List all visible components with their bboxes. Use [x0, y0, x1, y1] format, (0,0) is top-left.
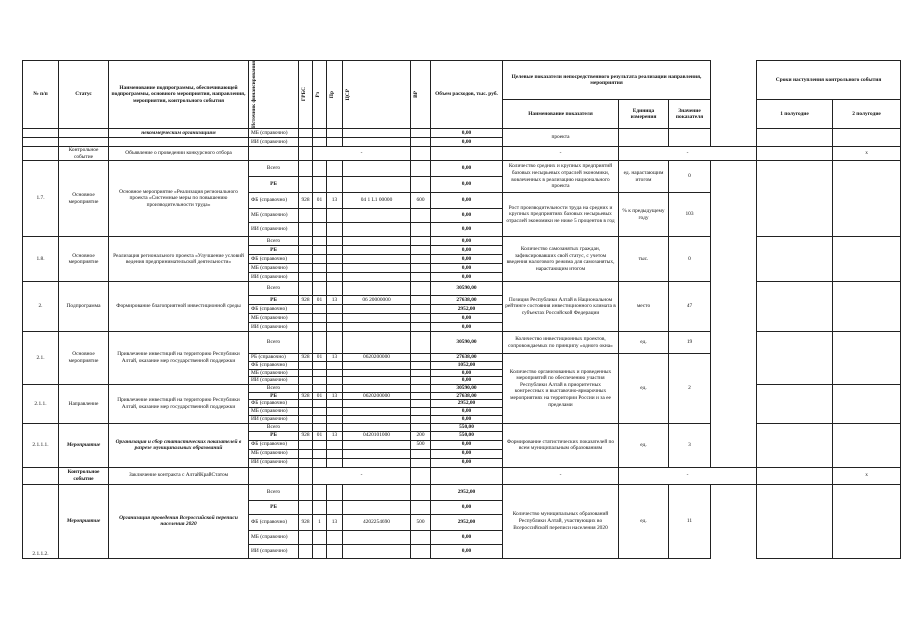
- num-cell: 1.8.: [23, 237, 59, 282]
- table-row: ФБ (справочно) 2952,00: [23, 400, 901, 408]
- indicator-cell: Позиция Республики Алтай в Национальном рейтинге состояния инвестиционного климата в субъектах Российской Федерации: [503, 282, 619, 332]
- num-cell: 2.1.: [23, 332, 59, 385]
- status-cell: Основное мероприятие: [59, 237, 109, 282]
- num-cell: 2.: [23, 282, 59, 332]
- header-vr-text: ВР: [413, 91, 419, 98]
- header-rz: [313, 61, 327, 129]
- header-ind-name: Наименование показателя: [503, 100, 619, 129]
- status-cell: Основное мероприятие: [59, 161, 109, 237]
- header-rz-text: Рз: [315, 91, 321, 98]
- header-ind-value: Значение показателя: [669, 100, 711, 129]
- table-row: 2.1.1.2. Мероприятие Организация проведения Всероссийской переписи населения 2020 Всего 2952,00 Количество муниципальных образований Республики Алтай, участвующих во Всероссийской переписи населения 2020 ед. 11: [23, 484, 901, 500]
- header-num: № п/п: [23, 61, 59, 129]
- dash-cell: -: [503, 146, 619, 160]
- name-cell: Привлечение инвестиций на территорию Республики Алтай, оказание мер государственной поддержки: [109, 332, 249, 385]
- table-row: ИИ (справочно) 0,00: [23, 458, 901, 467]
- table-row: 2.1.1. Направление Привлечение инвестиций на территорию Республики Алтай, оказание мер государственной поддержки Всего 30590,00: [23, 384, 901, 392]
- indicator-cell: Количество самозанятых граждан, зафиксировавших свой статус, с учетом введения налогового режима для самозанятых, нарастающим итогом: [503, 237, 619, 282]
- table-row: ИИ (справочно) 0,00: [23, 544, 901, 558]
- header-ind-unit: Единица измерения: [619, 100, 669, 129]
- table-row: РБ 928 01 13 06 20000000 27638,00: [23, 296, 901, 305]
- table-row: МБ (справочно) 0,00: [23, 314, 901, 323]
- table-row: 1.8. Основное мероприятие Реализация регионального проекта «Улучшение условий ведения предпринимательской деятельности» Всего 0,00 Количество самозанятых граждан, зафиксировавших свой статус, с учетом введения налогового режима для самозанятых, нарастающим итогом тыс. 0: [23, 237, 901, 246]
- name-cell: Основное мероприятие «Реализация регионального проекта «Системные меры по повышению производительности труда»: [109, 161, 249, 237]
- indicator-cell: проекта: [503, 128, 619, 146]
- table-row: ИИ (справочно) 0,00: [23, 323, 901, 332]
- table-row: МБ (справочно) 0,00: [23, 369, 901, 377]
- dash-cell: -: [503, 467, 619, 484]
- half1-cell: x: [833, 467, 901, 484]
- table-row: 2. Подпрограмма Формирование благоприятной инвестиционной среды Всего 30590,00 Позиция Республики Алтай в Национальном рейтинге состояния инвестиционного климата в субъектах Российской Федерации место 47: [23, 282, 901, 296]
- table-row: ФБ (справочно) 2952,00: [23, 305, 901, 314]
- table-row: ИИ (справочно) 0,00: [23, 377, 901, 385]
- status-cell: Контрольное событие: [59, 467, 109, 484]
- header-deadlines: Сроки наступления контрольного события: [757, 61, 901, 100]
- source-cell: МБ (справочно): [249, 128, 299, 137]
- table-row: РБ 928 01 13 0620200000 27638,00: [23, 392, 901, 400]
- half1-cell: x: [833, 146, 901, 160]
- header-csr-text: ЦСР: [345, 88, 351, 101]
- control-event-row: [23, 146, 901, 160]
- dash-cell: -: [313, 146, 411, 160]
- status-cell: Основное мероприятие: [59, 332, 109, 385]
- indicator-cell: Количество инвестиционных проектов, сопровождаемых по принципу «одного окна»: [503, 332, 619, 354]
- header-name: Наименование подпрограммы, обеспечивающей подпрограммы, основного мероприятия, направления, мероприятия, контрольного события: [109, 61, 249, 129]
- header-pr-text: Пр: [329, 90, 335, 99]
- table-row: МБ (справочно) 0,00: [23, 407, 901, 415]
- header-row-1: [23, 61, 901, 100]
- program-table: [22, 60, 901, 559]
- status-cell: Мероприятие: [59, 423, 109, 467]
- header-source-text: Источник финансирования: [251, 61, 257, 128]
- header-source: [249, 61, 299, 129]
- table-row: ФБ (справочно) 1052,00: [23, 362, 901, 370]
- table-row: РБ 0,00: [23, 177, 901, 193]
- table-row: ИИ (справочно) 0,00: [23, 223, 901, 237]
- num-cell: 1.7.: [23, 161, 59, 237]
- indicator-cell: Количество муниципальных образований Республики Алтай, участвующих во Всероссийской переписи населения 2020: [503, 484, 619, 558]
- name-cell: Привлечение инвестиций на территорию Республики Алтай, оказание мер государственной поддержки: [109, 384, 249, 423]
- status-cell: Мероприятие: [59, 484, 109, 558]
- amount-cell: 0,00: [431, 137, 503, 146]
- table-row: МБ (справочно) 0,00: [23, 530, 901, 544]
- table-row: ИИ (справочно) 0,00: [23, 273, 901, 282]
- table-row: 2.1. Основное мероприятие Привлечение инвестиций на территорию Республики Алтай, оказание мер государственной поддержки Всего 30590,00 Количество инвестиционных проектов, сопровождаемых по принципу «одного окна» ед. 19: [23, 332, 901, 354]
- header-vr: [411, 61, 431, 129]
- status-cell: Контрольное событие: [59, 146, 109, 160]
- table-row: 1.7. Основное мероприятие Основное мероприятие «Реализация регионального проекта «Системные меры по повышению производительности труда» Всего 0,00 Количество средних и крупных предприятий базовых несырьевых отраслей экономики, вовлеченных в реализацию национального проекта ед. нарастающим итогом 0: [23, 161, 901, 177]
- header-gap-2: [711, 100, 757, 129]
- name-cell: Заключение контракта с АлтайКрайСтатом: [109, 467, 249, 484]
- indicator-cell: Формирование статистических показателей по всем муниципальным образованиям: [503, 423, 619, 467]
- status-cell: Направление: [59, 384, 109, 423]
- name-cell: Организация проведения Всероссийской переписи населения 2020: [109, 484, 249, 558]
- status-cell: Подпрограмма: [59, 282, 109, 332]
- indicator-cell: Количество организованных и проведенных мероприятий по обеспечению участия Республики Алтай в приоритетных конгрессных и выставочно-ярмарочных мероприятиях на территории России и за ее пределами: [503, 354, 619, 424]
- dash-cell: -: [313, 467, 411, 484]
- table-row: МБ (справочно) 0,00: [23, 264, 901, 273]
- header-targets: Целевые показатели непосредственного результата реализации направления, мероприятия: [503, 61, 711, 100]
- name-cell: некоммерческим организациям: [109, 128, 249, 137]
- table-row: МБ (справочно) 0,00: [23, 209, 901, 223]
- table-row: РБ (справочно) 928 01 13 0620200000 27638,00 Количество организованных и проведенных мероприятий по обеспечению участия Республики Алтай в приоритетных конгрессных и выставочно-ярмарочных мероприятиях на территории России и за ее пределами ед. 2: [23, 354, 901, 362]
- source-cell: ИИ (справочно): [249, 137, 299, 146]
- header-amount: Объем расходов, тыс. руб.: [431, 61, 503, 129]
- header-grbs-text: ГРБС: [301, 87, 307, 102]
- control-event-row: [23, 467, 901, 484]
- table-row: ФБ (справочно) 0,00: [23, 255, 901, 264]
- name-cell: Организация и сбор статистических показателей в разрезе муниципальных образований: [109, 423, 249, 467]
- num-cell: 2.1.1.1.: [23, 423, 59, 467]
- table-row: ФБ (справочно) 500 0,00: [23, 440, 901, 449]
- header-csr: [343, 61, 411, 129]
- document-page: [22, 60, 880, 559]
- amount-cell: 0,00: [431, 128, 503, 137]
- header-pr: [327, 61, 343, 129]
- indicator-cell: Количество средних и крупных предприятий базовых несырьевых отраслей экономики, вовлеченных в реализацию национального проекта: [503, 161, 619, 193]
- header-half1: 1 полугодие: [757, 100, 833, 129]
- name-cell: Реализация регионального проекта «Улучшение условий ведения предпринимательской деятельности»: [109, 237, 249, 282]
- table-row: МБ (справочно) 0,00: [23, 449, 901, 458]
- table-row: РБ 0,00: [23, 500, 901, 514]
- indicator-cell: Рост производительности труда на средних и крупных предприятиях базовых несырьевых отраслей экономики не ниже 5 процентов в год: [503, 193, 619, 237]
- table-row: РБ 0,00: [23, 246, 901, 255]
- num-cell: 2.1.1.2.: [23, 484, 59, 558]
- table-row: ФБ (справочно) 928 1 13 4202254690 500 2952,00: [23, 514, 901, 530]
- header-grbs: [299, 61, 313, 129]
- name-cell: Объявление о проведении конкурсного отбора: [109, 146, 249, 160]
- dash-cell: -: [619, 467, 757, 484]
- table-row: РБ 928 01 13 0420101000 200 550,00: [23, 431, 901, 440]
- num-cell: 2.1.1.: [23, 384, 59, 423]
- table-row: ИИ (справочно) 0,00: [23, 415, 901, 423]
- dash-cell: -: [619, 146, 757, 160]
- header-half2: 2 полугодие: [833, 100, 901, 129]
- table-row: [23, 128, 901, 137]
- table-row: 2.1.1.1. Мероприятие Организация и сбор статистических показателей в разрезе муниципальных образований Всего 550,00 Формирование статистических показателей по всем муниципальным образованиям ед. 3: [23, 423, 901, 431]
- header-status: Статус: [59, 61, 109, 129]
- name-cell: Формирование благоприятной инвестиционной среды: [109, 282, 249, 332]
- header-gap: [711, 61, 757, 100]
- table-row: ФБ (справочно) 928 01 13 04 1 L1 00000 600 0,00 Рост производительности труда на средних и крупных предприятиях базовых несырьевых отраслей экономики не ниже 5 процентов в год % к предыдущему году 103: [23, 193, 901, 209]
